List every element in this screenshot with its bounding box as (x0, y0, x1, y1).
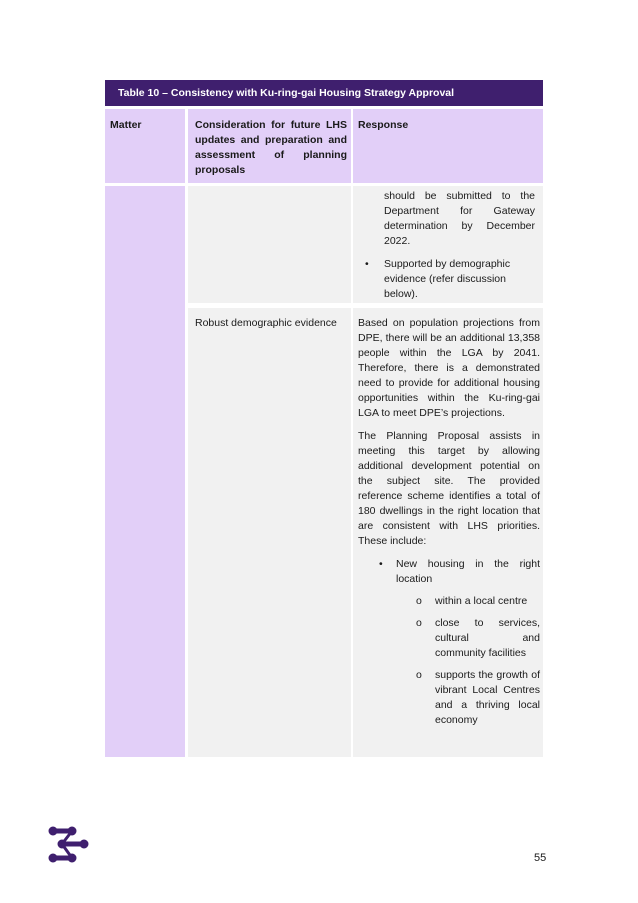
bullet-mark: • (365, 258, 369, 270)
row2-sub-bullet (358, 594, 540, 609)
header-consideration: Consideration for future LHS updates and preparation and assessment of planning proposals (188, 109, 351, 183)
row1-bullet-text: Supported by demographic evidence (refer discussion below). (384, 258, 511, 300)
row2-paragraph-2: The Planning Proposal assists in meeting this target by allowing additional development potential on the subject site. The provided reference scheme identifies a total of 180 dwellings in the right location that are consistent with LHS priorities. These include: (358, 430, 540, 547)
row2-sub-bullet-text: within a local centre (435, 595, 528, 607)
sub-bullet-mark: o (416, 595, 422, 607)
row1-continued-text: should be submitted to the Department for Gateway determination by December 2022. (384, 190, 535, 247)
row2-response-cell (353, 308, 543, 757)
sub-bullet-mark: o (416, 617, 422, 629)
row2-bullet-text: New housing in the right location (396, 558, 540, 585)
row1-response-cell (353, 186, 543, 303)
row2-paragraph-1: Based on population projections from DPE, there will be an additional 13,358 people within the LGA by 2041. Therefore, there is a demonstrated need to provide for additional housing opportunities within the Ku-ring-gai LGA to meet DPE’s projections. (358, 317, 540, 419)
sub-bullet-mark: o (416, 669, 422, 681)
row2-sub-bullet-text: close to services, cultural and community facilities (435, 617, 540, 659)
table-title: Table 10 – Consistency with Ku-ring-gai Housing Strategy Approval (105, 80, 543, 106)
row2-sub-bullet (358, 616, 540, 661)
bullet-mark: • (379, 558, 383, 570)
row1-bullet (353, 257, 535, 302)
header-matter: Matter (105, 109, 185, 183)
row2-sub-bullet (358, 668, 540, 728)
page-number: 55 (534, 852, 547, 864)
dots-logo-icon (48, 826, 90, 871)
row2-bullet (358, 557, 540, 587)
row2-consideration-text: Robust demographic evidence (195, 317, 337, 329)
matter-cell (105, 186, 185, 757)
row1-consideration-cell (188, 186, 351, 303)
row2-sub-bullet-text: supports the growth of vibrant Local Centres and a thriving local economy (435, 669, 540, 726)
header-response: Response (353, 109, 543, 183)
row2-consideration-cell (188, 308, 351, 757)
